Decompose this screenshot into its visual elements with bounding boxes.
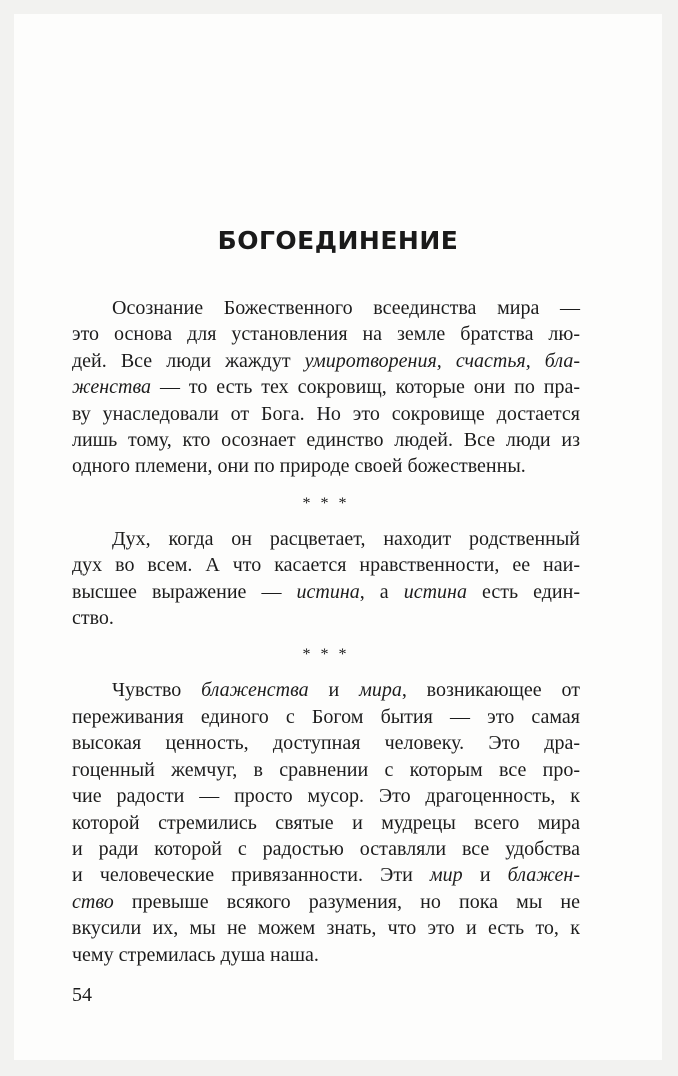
text-line <box>72 526 580 552</box>
paragraph-2 <box>72 526 580 632</box>
text-line <box>72 677 580 703</box>
text-line <box>72 730 580 756</box>
text-line <box>72 401 580 427</box>
text-run: есть един- <box>466 580 580 603</box>
text-line <box>72 915 580 941</box>
text-line <box>72 810 580 836</box>
text-run: переживания единого с Богом бытия — это самая <box>72 705 580 728</box>
text-run: — то есть тех сокровищ, которые они по пра- <box>151 376 580 399</box>
text-run: , а <box>359 580 404 603</box>
text-line <box>72 605 580 631</box>
text-run: и ради которой с радостью оставляли все удобства <box>72 837 580 860</box>
text-run: Осознание Божественного всеединства мира — <box>112 297 580 319</box>
text-run: превыше всякого разумения, но пока мы не <box>113 890 580 913</box>
text-line <box>72 889 580 915</box>
text-line <box>72 348 580 374</box>
text-run: дей. Все люди жаждут <box>72 349 305 372</box>
text-line <box>72 836 580 862</box>
italic-text: мир <box>429 864 463 887</box>
text-run: это основа для установления на земле братства лю- <box>72 323 580 346</box>
chapter-title: БОГОЕДИНЕНИЕ <box>217 226 459 255</box>
text-run: которой стремились святые и мудрецы всего мира <box>72 811 580 834</box>
text-line <box>72 453 580 479</box>
book-page <box>14 14 662 1060</box>
text-run: вкусили их, мы не можем знать, что это и есть то, к <box>72 917 580 940</box>
italic-text: умиротворения, счастья, бла- <box>304 349 580 372</box>
text-run: ву унаследовали от Бога. Но это сокровище достается <box>72 402 580 425</box>
text-line <box>72 374 580 400</box>
text-run: , возникающее от <box>401 679 581 702</box>
text-run: и человеческие привязанности. Эти <box>72 864 430 887</box>
text-run: чие радости — просто мусор. Это драгоценность, к <box>72 785 580 808</box>
section-separator-1: * * * <box>302 494 350 512</box>
text-run: дух во всем. А что касается нравственности, ее наи- <box>72 554 580 577</box>
page-number: 54 <box>72 984 92 1006</box>
text-run: и <box>308 679 360 702</box>
text-line <box>72 704 580 730</box>
text-run: высшее выражение — <box>72 580 297 603</box>
italic-text: блажен- <box>507 864 580 887</box>
text-line <box>72 942 580 968</box>
text-run: Дух, когда он расцветает, находит родственный <box>112 527 580 550</box>
section-separator-2: * * * <box>302 646 350 664</box>
paragraph-1 <box>72 295 580 480</box>
chapter-body <box>72 295 580 968</box>
text-line <box>72 295 580 321</box>
text-run: Чувство <box>112 679 202 702</box>
italic-text: истина <box>296 580 360 603</box>
text-run: гоценный жемчуг, в сравнении с которым все про- <box>72 758 580 781</box>
text-run: и <box>462 864 508 887</box>
text-line <box>72 321 580 347</box>
italic-text: ство <box>72 890 114 913</box>
text-run: одного племени, они по природе своей божественны. <box>72 455 526 478</box>
italic-text: мира <box>359 679 402 702</box>
italic-text: блаженства <box>201 679 309 702</box>
italic-text: истина <box>403 580 467 603</box>
text-line <box>72 862 580 888</box>
text-line <box>72 757 580 783</box>
text-run: высокая ценность, доступная человеку. Это дра- <box>72 732 580 755</box>
italic-text: женства <box>72 376 152 399</box>
text-line <box>72 579 580 605</box>
text-line <box>72 783 580 809</box>
text-run: чему стремилась душа наша. <box>72 943 319 966</box>
text-run: ство. <box>72 607 114 630</box>
text-line <box>72 552 580 578</box>
text-line <box>72 427 580 453</box>
paragraph-3 <box>72 677 580 967</box>
text-run: лишь тому, кто осознает единство людей. Все люди из <box>72 429 580 452</box>
